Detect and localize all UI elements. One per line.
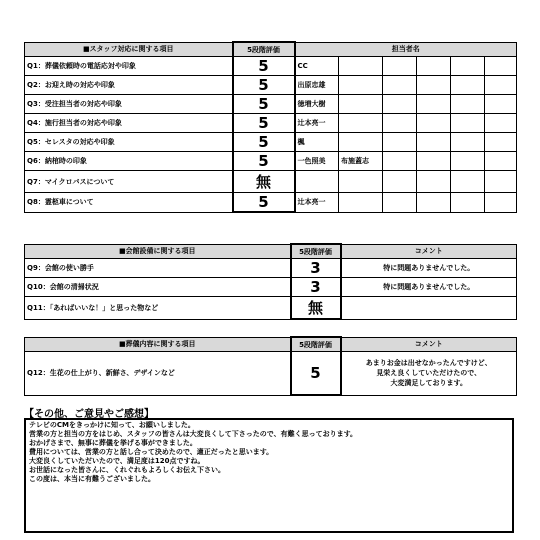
staff-name bbox=[383, 95, 417, 114]
comment-line: おかげさまで、無事に葬儀を挙げる事ができました。 bbox=[29, 439, 197, 447]
table-row bbox=[25, 171, 517, 193]
staff-name bbox=[417, 193, 451, 213]
header-item: ■スタッフ対応に関する項目 bbox=[25, 42, 233, 57]
comment-line: 営業の方と担当の方をはじめ、スタッフの皆さんは大変良くして下さったので、有難く思っております。 bbox=[29, 430, 358, 438]
question-label: Q4：施行担当者の対応や印象 bbox=[25, 114, 233, 133]
question-label: Q3：受注担当者の対応や印象 bbox=[25, 95, 233, 114]
question-label: Q12：生花の仕上がり、新鮮さ、デザインなど bbox=[25, 352, 291, 396]
staff-name bbox=[451, 171, 485, 193]
staff-name bbox=[451, 193, 485, 213]
staff-name bbox=[485, 114, 517, 133]
staff-name: 一色照美 bbox=[295, 152, 339, 171]
staff-name bbox=[383, 193, 417, 213]
staff-name bbox=[417, 57, 451, 76]
table-row bbox=[25, 259, 517, 278]
staff-name bbox=[451, 95, 485, 114]
comment-line: お世話になった皆さんに、くれぐれもよろしくお伝え下さい。 bbox=[29, 466, 225, 474]
staff-name bbox=[417, 152, 451, 171]
header-item: ■葬儀内容に関する項目 bbox=[25, 337, 291, 352]
comment-line: 大変満足しております。 bbox=[390, 379, 467, 388]
score-value: 無 bbox=[291, 297, 341, 320]
staff-evaluation-table bbox=[24, 41, 517, 213]
table-row bbox=[25, 76, 517, 95]
header-score: 5段階評価 bbox=[233, 42, 295, 57]
staff-name bbox=[383, 133, 417, 152]
staff-name: 布施蓋志 bbox=[339, 152, 383, 171]
staff-name bbox=[383, 57, 417, 76]
staff-name bbox=[417, 95, 451, 114]
staff-name bbox=[451, 76, 485, 95]
staff-name bbox=[339, 76, 383, 95]
staff-name bbox=[417, 133, 451, 152]
comment-line: 見栄え良くしていただけたので、 bbox=[376, 369, 482, 378]
staff-name: 辻本亮一 bbox=[295, 114, 339, 133]
staff-name bbox=[339, 95, 383, 114]
score-value: 5 bbox=[233, 152, 295, 171]
comment-line: 費用については、営業の方と話し合って決めたので、適正だったと思います。 bbox=[29, 448, 274, 456]
staff-name: 徳増大樹 bbox=[295, 95, 339, 114]
funeral-evaluation-table bbox=[24, 336, 517, 396]
score-value: 5 bbox=[233, 114, 295, 133]
score-value: 5 bbox=[233, 95, 295, 114]
other-comments-title: 【その他、ご意見やご感想】 bbox=[24, 409, 154, 420]
facility-header-row bbox=[25, 244, 517, 259]
staff-name bbox=[485, 193, 517, 213]
staff-name bbox=[417, 76, 451, 95]
header-comment: コメント bbox=[341, 337, 517, 352]
score-value: 3 bbox=[291, 278, 341, 297]
header-score: 5段階評価 bbox=[291, 244, 341, 259]
table-row bbox=[25, 114, 517, 133]
header-staff: 担当者名 bbox=[295, 42, 517, 57]
funeral-header-row bbox=[25, 337, 517, 352]
staff-name bbox=[451, 133, 485, 152]
staff-name bbox=[383, 152, 417, 171]
table-row bbox=[25, 57, 517, 76]
staff-name bbox=[485, 95, 517, 114]
staff-name bbox=[383, 76, 417, 95]
staff-name bbox=[485, 152, 517, 171]
staff-name: CC bbox=[295, 57, 339, 76]
score-value: 5 bbox=[233, 193, 295, 213]
comment-line: テレビのCMをきっかけに知って、お願いしました。 bbox=[29, 421, 195, 429]
score-value: 5 bbox=[291, 352, 341, 396]
question-label: Q7：マイクロバスについて bbox=[25, 171, 233, 193]
comment-line: 大変良くしていただいたので、満足度は120点ですね。 bbox=[29, 457, 205, 465]
staff-name bbox=[339, 57, 383, 76]
comment-line: あまりお金は出せなかったんですけど、 bbox=[365, 359, 492, 368]
staff-name: 楓 bbox=[295, 133, 339, 152]
staff-name bbox=[339, 193, 383, 213]
header-score: 5段階評価 bbox=[291, 337, 341, 352]
staff-name bbox=[339, 114, 383, 133]
comment-text: 特に問題ありませんでした。 bbox=[341, 278, 517, 297]
staff-name bbox=[485, 171, 517, 193]
header-item: ■会館設備に関する項目 bbox=[25, 244, 291, 259]
table-row bbox=[25, 278, 517, 297]
staff-name bbox=[383, 171, 417, 193]
table-row bbox=[25, 152, 517, 171]
comment-text bbox=[341, 352, 517, 396]
score-value: 5 bbox=[233, 57, 295, 76]
staff-name bbox=[451, 152, 485, 171]
staff-name bbox=[485, 133, 517, 152]
question-label: Q1：葬儀依頼時の電話応対や印象 bbox=[25, 57, 233, 76]
question-label: Q10：会館の清掃状況 bbox=[25, 278, 291, 297]
staff-name bbox=[339, 171, 383, 193]
staff-name: 出原忠雄 bbox=[295, 76, 339, 95]
staff-name bbox=[451, 57, 485, 76]
score-value: 無 bbox=[233, 171, 295, 193]
question-label: Q6：納棺時の印象 bbox=[25, 152, 233, 171]
staff-name bbox=[417, 171, 451, 193]
table-row bbox=[25, 297, 517, 320]
table-row bbox=[25, 352, 517, 396]
comment-text bbox=[341, 297, 517, 320]
comment-text: 特に問題ありませんでした。 bbox=[341, 259, 517, 278]
staff-name bbox=[417, 114, 451, 133]
staff-name bbox=[383, 114, 417, 133]
staff-name bbox=[485, 57, 517, 76]
score-value: 3 bbox=[291, 259, 341, 278]
facility-evaluation-table bbox=[24, 243, 517, 320]
staff-header-row bbox=[25, 42, 517, 57]
score-value: 5 bbox=[233, 133, 295, 152]
table-row bbox=[25, 133, 517, 152]
staff-name: 辻本亮一 bbox=[295, 193, 339, 213]
question-label: Q11：「あればいいな！」と思った物など bbox=[25, 297, 291, 320]
comment-line: この度は、本当に有難うございました。 bbox=[29, 475, 155, 483]
question-label: Q8：霊柩車について bbox=[25, 193, 233, 213]
table-row bbox=[25, 95, 517, 114]
other-comments-box bbox=[24, 418, 514, 533]
table-row bbox=[25, 193, 517, 213]
staff-name bbox=[485, 76, 517, 95]
staff-name bbox=[451, 114, 485, 133]
staff-name bbox=[295, 171, 339, 193]
header-comment: コメント bbox=[341, 244, 517, 259]
staff-name bbox=[339, 133, 383, 152]
score-value: 5 bbox=[233, 76, 295, 95]
question-label: Q5：セレスタの対応や印象 bbox=[25, 133, 233, 152]
question-label: Q2：お迎え時の対応や印象 bbox=[25, 76, 233, 95]
question-label: Q9：会館の使い勝手 bbox=[25, 259, 291, 278]
